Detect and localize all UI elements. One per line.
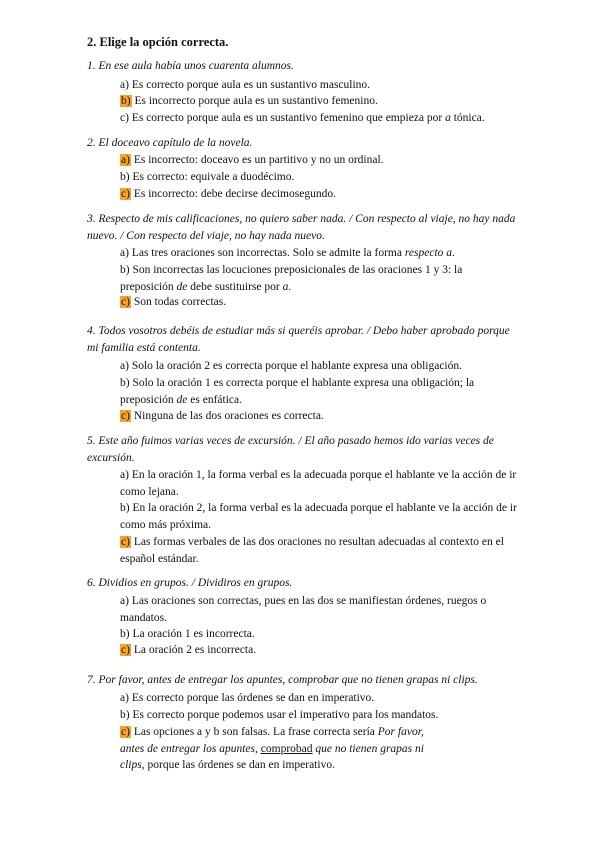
q5-option-c [120,534,518,567]
option-text: Son todas correctas. [130,296,227,308]
selected-option-label: b) [121,95,131,107]
q7-option-c [120,724,450,774]
option-text: Las formas verbales de las dos oraciones no resultan adecuadas al contexto en el español estándar. [120,536,504,565]
option-label: a) [120,79,129,91]
q1-option-a [120,77,518,94]
q7-option-b [120,707,518,724]
question-2: 2. El doceavo capítulo de la novela. [87,137,253,149]
option-text: La oración 2 es incorrecta. [130,644,257,656]
option-text: Solo la oración 2 es correcta porque el hablante expresa una obligación. [128,360,462,372]
option-text: Es correcto porque aula es un sustantivo femenino que empieza por [128,112,446,124]
option-label: a) [120,692,129,704]
option-italic: Por favor, antes de entregar los apuntes, [120,726,424,755]
q6-option-c [120,642,518,659]
option-text: , porque las órdenes se dan en imperativo. [141,759,335,771]
selected-option-label: c) [121,188,130,200]
selected-option-label: c) [121,296,130,308]
option-italic: a [445,112,451,124]
q1-option-b [120,93,518,110]
q2-option-a [120,152,518,169]
q3-option-c [120,294,518,311]
option-italic: de [176,393,188,406]
option-label: b) [120,377,130,389]
option-label: a) [120,595,129,607]
question-3: 3. Respecto de mis calificaciones, no quiero saber nada. / Con respecto al viaje, no hay nada nuevo. / Con respecto del viaje, no hay nada nuevo. [87,213,516,242]
selected-option-label: c) [121,536,130,548]
option-text: Es correcto porque aula es un sustantivo masculino. [128,79,371,91]
option-italic: de [176,280,188,293]
option-text: Es incorrecto porque aula es un sustantivo femenino. [131,95,378,107]
option-text: . [452,247,455,259]
option-text: Es incorrecto: doceavo es un partitivo y no un ordinal. [130,154,384,166]
option-text: Es correcto porque podemos usar el imperativo para los mandatos. [129,709,439,721]
option-text: Es correcto porque las órdenes se dan en imperativo. [128,692,375,704]
q5-option-b [120,500,518,533]
option-text: Son incorrectas las locuciones preposicionales de las oraciones 1 y 3: la preposición [120,264,463,293]
q4-option-a [120,358,518,375]
option-text: Las oraciones son correctas, pues en las dos se manifiestan órdenes, ruegos o mandatos. [120,595,487,624]
option-text: . [288,280,292,293]
q6-option-b [120,626,518,643]
q7-option-a [120,690,518,707]
option-label: a) [120,247,129,259]
option-label: a) [120,469,129,481]
q2-option-c [120,186,518,203]
option-underlined: comprobad [260,742,313,755]
option-italic: que no tienen grapas ni clips [120,742,424,771]
q5-option-a [120,467,518,500]
selected-option-label: a) [121,154,130,166]
option-text: tónica. [450,112,485,124]
q2-option-b [120,169,518,186]
question-7: 7. Por favor, antes de entregar los apuntes, comprobar que no tienen grapas ni clips. [87,674,478,686]
option-text: Es correcto: equivale a duodécimo. [129,171,295,183]
q1-option-c [120,110,518,127]
q4-option-c [120,408,518,425]
question-5: 5. Este año fuimos varias veces de excursión. / El año pasado hemos ido varias veces de excursión. [87,435,494,464]
option-label: b) [120,171,130,183]
q4-option-b [120,375,518,408]
option-text: Es incorrecto: debe decirse decimosegundo. [130,188,336,200]
q3-option-b [120,262,518,295]
option-label: a) [120,360,129,372]
question-6: 6. Dividios en grupos. / Dividiros en grupos. [87,577,293,589]
q3-option-a [120,245,518,262]
option-label: b) [120,628,130,640]
option-text: La oración 1 es incorrecta. [129,628,255,640]
selected-option-label: c) [121,644,130,656]
option-text: En la oración 2, la forma verbal es la adecuada porque el hablante ve la acción de ir como más próxima. [120,502,517,531]
option-text: Ninguna de las dos oraciones es correcta. [130,410,324,422]
option-text: es enfática. [187,393,242,406]
q6-option-a [120,593,518,626]
option-text: Solo la oración 1 es correcta porque el hablante expresa una obligación; la preposición [120,377,475,406]
option-text: Las tres oraciones son incorrectas. Solo se admite la forma [128,247,405,259]
option-label: b) [120,502,130,514]
exercise-title: 2. Elige la opción correcta. [87,35,229,49]
option-text: Las opciones a y b son falsas. La frase correcta sería [130,726,378,738]
question-1: 1. En ese aula había unos cuarenta alumnos. [87,60,294,72]
option-italic: a [282,280,289,293]
option-text: debe sustituirse por [187,280,283,293]
option-label: b) [120,264,130,276]
selected-option-label: c) [121,726,130,738]
selected-option-label: c) [121,410,130,422]
option-label: c) [120,112,129,124]
option-text: En la oración 1, la forma verbal es la adecuada porque el hablante ve la acción de ir como lejana. [120,469,517,498]
option-italic: respecto a [404,247,453,259]
option-label: b) [120,709,130,721]
question-4: 4. Todos vosotros debéis de estudiar más si queréis aprobar. / Debo haber aprobado porque mi familia está contenta. [87,325,510,354]
